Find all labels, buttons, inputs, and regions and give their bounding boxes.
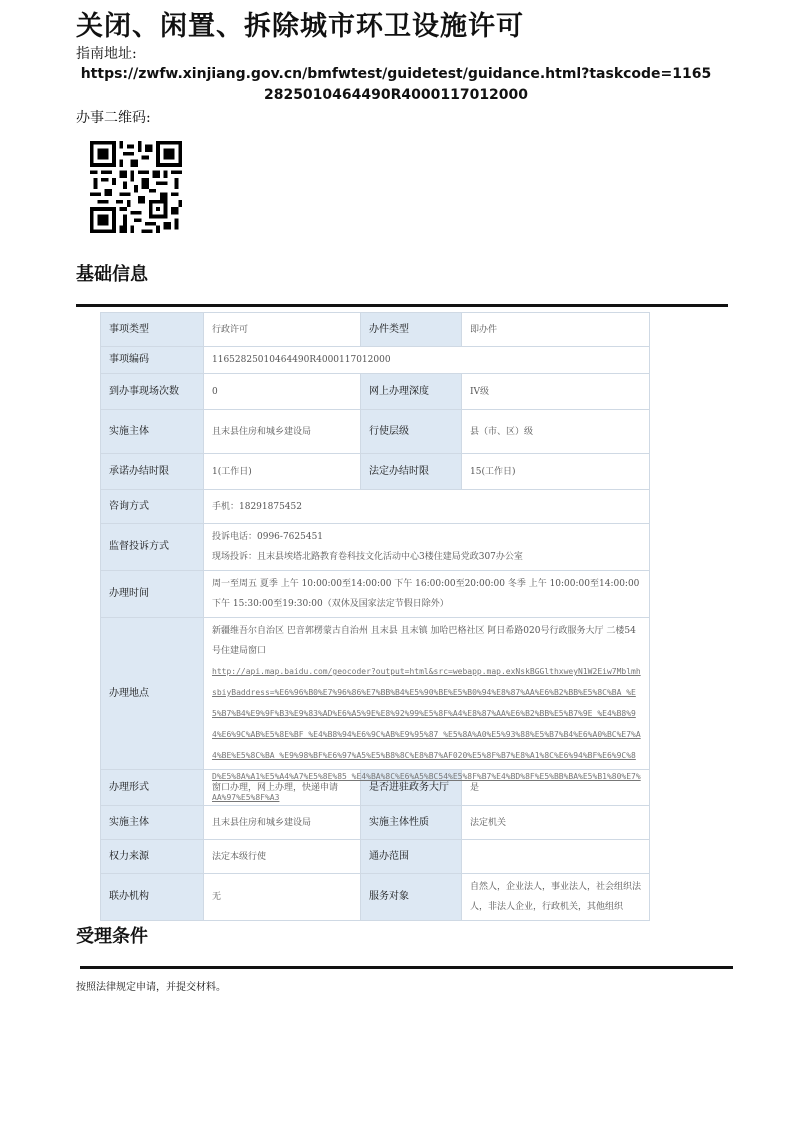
map-link[interactable]: http://api.map.baidu.com/geocoder?output=html&src=webapp.map.exNskBGGlthxweyN1W2Eiw7MblmhsbiyBaddress=%E6%96%B0%E7%96%86%E7%BB%B4%E5%90%BE%E5%B0%94%E8%87%AA%E6%B2%BB%E5%8C%BA %E5%B7%B4%E9%9F%B3%E9%83%AD%E6%A5%9E%E8%92%99%E5%8F%A4%E8%87%AA%E6%B2%BB%E5%B7%9E %E4%B8%94%E6%9C%AB%E5%8E%BF %E4%B8%94%E6%9C%AB%E9%95%87 %E5%8A%A0%E5%93%88%E5%B7%B4%E6%A0%BC%E7%A4%BE%E5%8C%BA %E9%98%BF%E6%97%A5%E5%B8%8C%E8%B7%AF020%E5%8F%B7%E8%A1%8C%E6%94%BF%E6%9C%8D%E5%8A%A1%E5%A4%A7%E5%8E%85 %E4%BA%8C%E6%A5%BC54%E5%8F%B7%E4%BD%8F%E5%BB%BA%E5%B1%80%E7%AA%97%E5%8F%A3 <box>212 667 641 802</box>
subject-value: 且末县住房和城乡建设局 <box>204 410 361 454</box>
hours-value: 周一至周五 夏季 上午 10:00:00至14:00:00 下午 16:00:00至20:00:00 冬季 上午 10:00:00至14:00:00 下午 15:30:00至19:30:00（双休及国家法定节假日除外） <box>204 571 650 618</box>
handle-type-label: 办件类型 <box>361 313 462 347</box>
table-row <box>101 374 650 410</box>
page-title: 关闭、闲置、拆除城市环卫设施许可 <box>76 11 524 42</box>
source-label: 权力来源 <box>101 840 204 874</box>
hall-value: 是 <box>462 770 650 806</box>
source-value: 法定本级行使 <box>204 840 361 874</box>
target-value: 自然人，企业法人，事业法人，社会组织法人，非法人企业，行政机关，其他组织 <box>462 874 650 921</box>
legal-time-value: 15(工作日) <box>462 454 650 490</box>
section-basic-divider <box>76 304 728 307</box>
legal-time-label: 法定办结时限 <box>361 454 462 490</box>
visits-label: 到办事现场次数 <box>101 374 204 410</box>
promise-time-label: 承诺办结时限 <box>101 454 204 490</box>
joint-label: 联办机构 <box>101 874 204 921</box>
table-row <box>101 618 650 770</box>
consult-value: 手机：18291875452 <box>204 490 650 524</box>
conditions-text: 按照法律规定申请，并提交材料。 <box>76 982 226 993</box>
item-code-value: 11652825010464490R4000117012000 <box>204 347 650 374</box>
subject2-label: 实施主体 <box>101 806 204 840</box>
subject2-value: 且末县住房和城乡建设局 <box>204 806 361 840</box>
online-depth-label: 网上办理深度 <box>361 374 462 410</box>
guide-address-label: 指南地址: <box>76 46 137 62</box>
item-type-value: 行政许可 <box>204 313 361 347</box>
hours-label: 办理时间 <box>101 571 204 618</box>
section-conditions-divider <box>80 966 733 969</box>
guide-address-url[interactable]: https://zwfw.xinjiang.gov.cn/bmfwtest/guidetest/guidance.html?taskcode=11652825010464490R4000117012000 <box>80 66 712 103</box>
item-code-label: 事项编码 <box>101 347 204 374</box>
section-conditions-title: 受理条件 <box>76 926 148 947</box>
qr-code-label: 办事二维码: <box>76 110 151 126</box>
complaint-value <box>204 524 650 571</box>
complaint-onsite: 现场投诉：且末县埃塔北路教育卷科技文化活动中心3楼住建局党政307办公室 <box>212 552 523 562</box>
online-depth-value: IV级 <box>462 374 650 410</box>
form-label: 办理形式 <box>101 770 204 806</box>
promise-time-value: 1(工作日) <box>204 454 361 490</box>
table-row <box>101 571 650 618</box>
address-label: 办理地点 <box>101 618 204 770</box>
qr-code-image <box>90 141 182 233</box>
table-row <box>101 410 650 454</box>
target-label: 服务对象 <box>361 874 462 921</box>
complaint-label: 监督投诉方式 <box>101 524 204 571</box>
level-value: 县（市、区）级 <box>462 410 650 454</box>
basic-info-table <box>100 312 650 921</box>
visits-value: 0 <box>204 374 361 410</box>
table-row <box>101 806 650 840</box>
table-row <box>101 454 650 490</box>
hall-label: 是否进驻政务大厅 <box>361 770 462 806</box>
handle-type-value: 即办件 <box>462 313 650 347</box>
complaint-phone: 投诉电话：0996-7625451 <box>212 532 324 542</box>
section-basic-info-title: 基础信息 <box>76 264 148 285</box>
table-row <box>101 347 650 374</box>
address-text: 新疆维吾尔自治区 巴音郭楞蒙古自治州 且末县 且末镇 加哈巴格社区 阿日希路020号行政服务大厅 二楼54号住建局窗口 <box>212 626 636 656</box>
scope-value <box>462 840 650 874</box>
form-value: 窗口办理，网上办理，快递申请 <box>204 770 361 806</box>
table-row <box>101 874 650 921</box>
consult-label: 咨询方式 <box>101 490 204 524</box>
subject-label: 实施主体 <box>101 410 204 454</box>
scope-label: 通办范围 <box>361 840 462 874</box>
joint-value: 无 <box>204 874 361 921</box>
nature-label: 实施主体性质 <box>361 806 462 840</box>
table-row <box>101 490 650 524</box>
level-label: 行使层级 <box>361 410 462 454</box>
nature-value: 法定机关 <box>462 806 650 840</box>
item-type-label: 事项类型 <box>101 313 204 347</box>
table-row <box>101 524 650 571</box>
table-row <box>101 313 650 347</box>
table-row <box>101 840 650 874</box>
